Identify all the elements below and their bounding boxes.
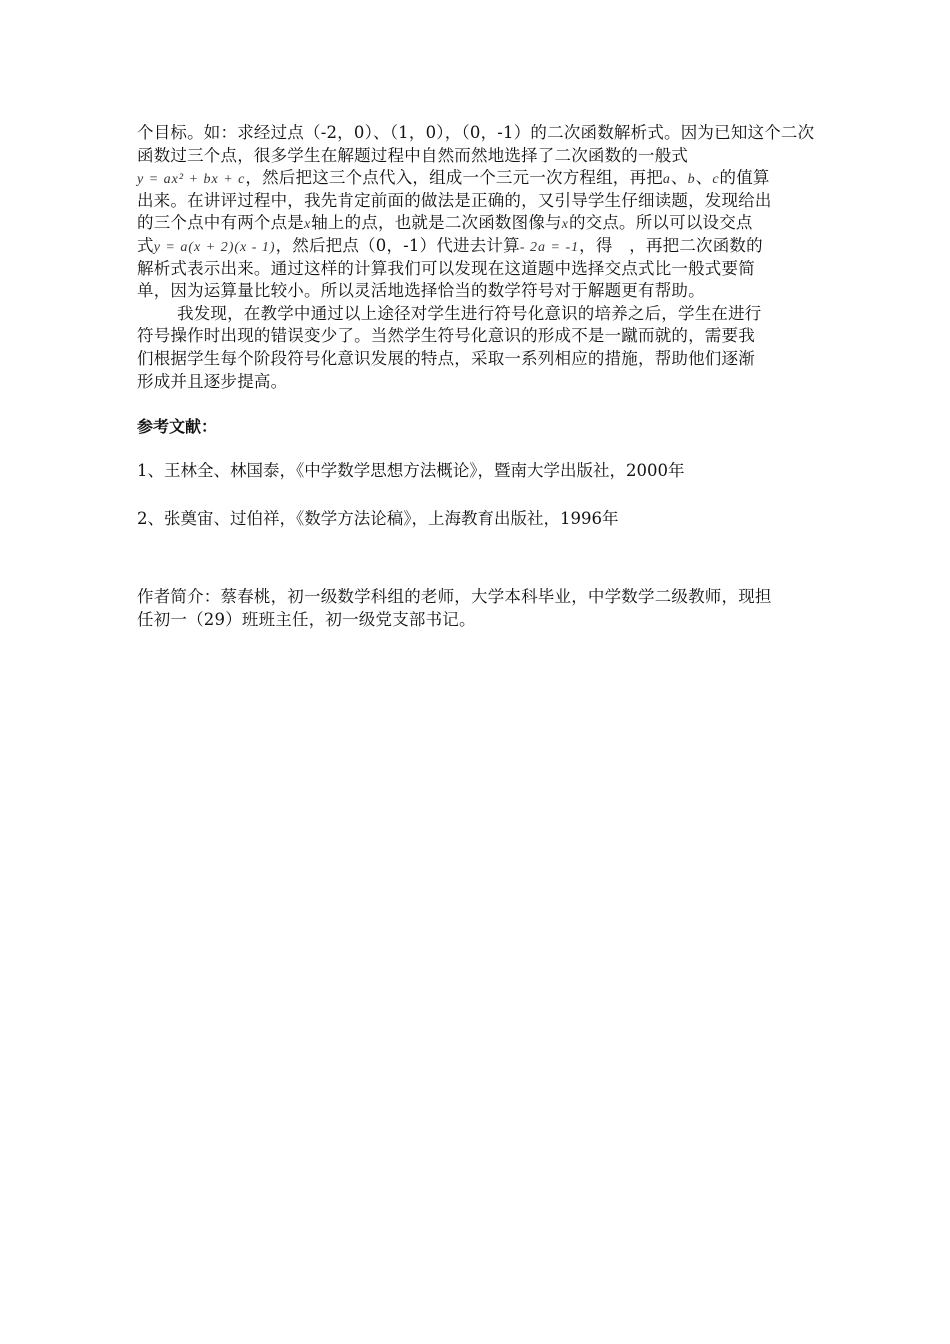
text-line: 我发现，在教学中通过以上途径对学生进行符号化意识的培养之后，学生在进行 xyxy=(177,303,762,323)
intercept-form-equation: y = a(x + 2)(x - 1) xyxy=(153,239,276,255)
paragraph-conclusion xyxy=(137,303,837,393)
document-page xyxy=(137,122,837,631)
reference-item: 2、张奠宙、过伯祥，《数学方法论稿》，上海教育出版社，1996年 xyxy=(137,509,619,529)
variable-c: c xyxy=(712,172,720,188)
text-line: 们根据学生每个阶段符号化意识发展的特点，采取一系列相应的措施，帮助他们逐渐 xyxy=(137,348,755,368)
variable-x: x xyxy=(561,217,569,233)
variable-a: a xyxy=(662,172,671,188)
author-bio xyxy=(137,586,837,631)
text-line: 个目标。如：求经过点（-2，0）、（1，0），（0，-1）的二次函数解析式。因为已知这个二次 xyxy=(137,123,815,142)
references-heading: 参考文献： xyxy=(137,417,218,437)
paragraph-solution-example xyxy=(137,122,837,303)
text-line: 作者简介：蔡春桃，初一级数学科组的老师，大学本科毕业，中学数学二级教师，现担 xyxy=(137,587,772,607)
text-line: y = ax² + bx + c，然后把这三个点代入，组成一个三元一次方程组，再把a、b、c的值算 xyxy=(137,168,770,188)
reference-item: 1、王林全、林国泰，《中学数学思想方法概论》，暨南大学出版社，2000年 xyxy=(137,461,685,481)
text-line: 出来。在讲评过程中，我先肯定前面的做法是正确的，又引导学生仔细读题，发现给出 xyxy=(137,190,772,210)
text-line: 函数过三个点，很多学生在解题过程中自然而然地选择了二次函数的一般式 xyxy=(137,145,689,165)
text-line: 单，因为运算量比较小。所以灵活地选择恰当的数学符号对于解题更有帮助。 xyxy=(137,281,705,301)
text-line: 符号操作时出现的错误变少了。当然学生符号化意识的形成不是一蹴而就的，需要我 xyxy=(137,326,755,346)
calculation-equation: - 2a = -1 xyxy=(519,239,580,255)
variable-x: x xyxy=(304,217,312,233)
text-line: 式y = a(x + 2)(x - 1)，然后把点（0，-1）代进去计算- 2a = -1，得 ，再把二次函数的 xyxy=(137,235,763,255)
variable-b: b xyxy=(687,172,696,188)
text-line: 形成并且逐步提高。 xyxy=(137,371,288,391)
text-line: 任初一（29）班班主任，初一级党支部书记。 xyxy=(137,609,476,629)
general-form-equation: y = ax² + bx + c xyxy=(137,172,246,188)
text-line: 的三个点中有两个点是x轴上的点，也就是二次函数图像与x的交点。所以可以设交点 xyxy=(137,213,753,233)
text-line: 解析式表示出来。通过这样的计算我们可以发现在这道题中选择交点式比一般式要简 xyxy=(137,258,755,278)
